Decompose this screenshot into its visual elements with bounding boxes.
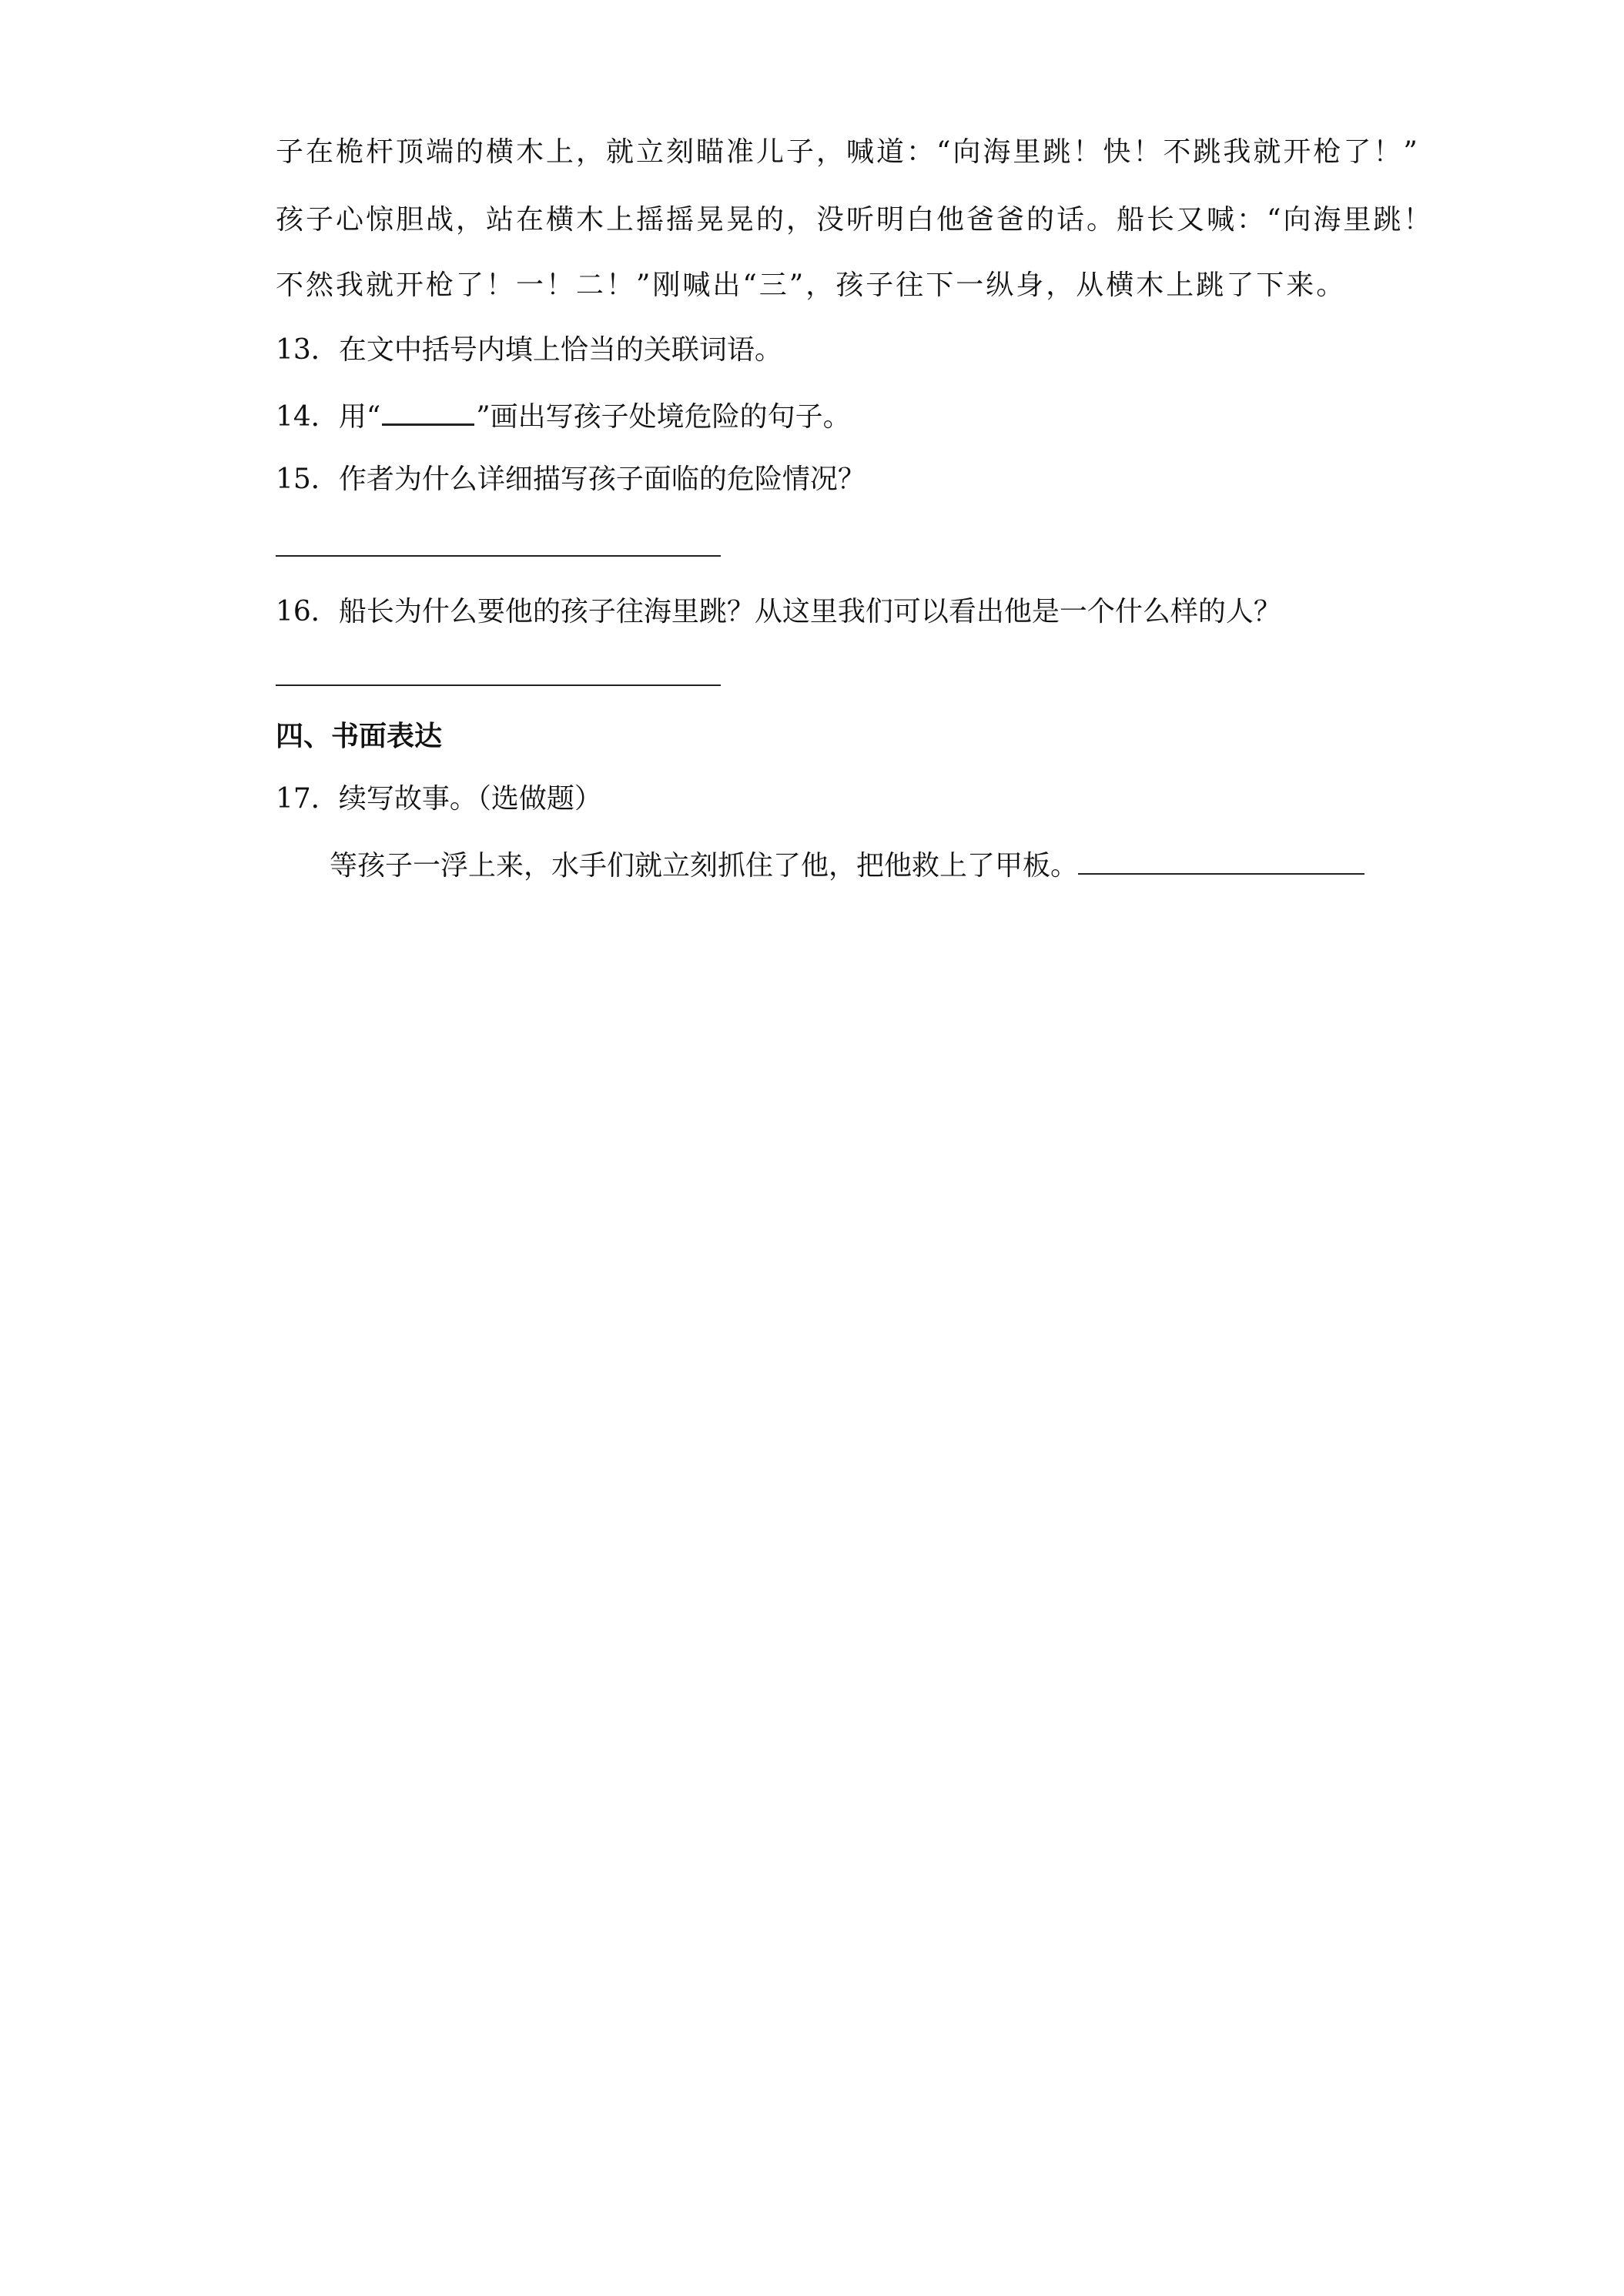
passage-line-1: 子在桅杆顶端的横木上，就立刻瞄准儿子，喊道：“向海里跳！快！不跳我就开枪了！” [276, 136, 1420, 168]
question-number: 15． [276, 464, 339, 495]
question-number: 16． [276, 596, 339, 628]
passage-line-3: 不然我就开枪了！一！二！”刚喊出“三”，孩子往下一纵身，从横木上跳了下来。 [276, 269, 1347, 301]
question-text-before: 用“ [338, 401, 381, 433]
question-17 [276, 782, 602, 816]
question-text: 作者为什么详细描写孩子面临的危险情况？ [338, 464, 866, 495]
question-text-after: ”画出写孩子处境危险的句子。 [476, 401, 851, 433]
section-heading: 四、书面表达 [276, 720, 443, 752]
question-text: 船长为什么要他的孩子往海里跳？从这里我们可以看出他是一个什么样的人？ [338, 596, 1281, 628]
question-text: 在文中括号内填上恰当的关联词语。 [338, 334, 782, 366]
question-17-prompt [330, 847, 1364, 883]
question-15 [276, 463, 866, 497]
answer-line-17[interactable] [1078, 847, 1364, 875]
answer-line-16[interactable] [276, 684, 721, 686]
question-number: 14． [276, 401, 339, 433]
question-14 [276, 397, 851, 434]
question-16 [276, 595, 1281, 629]
underline-sample [382, 397, 474, 426]
question-text: 续写故事。（选做题） [338, 783, 602, 815]
prompt-text: 等孩子一浮上来，水手们就立刻抓住了他，把他救上了甲板。 [330, 850, 1079, 882]
answer-line-15[interactable] [276, 555, 721, 557]
question-number: 17． [276, 783, 339, 815]
question-13 [276, 333, 782, 367]
question-number: 13． [276, 334, 339, 366]
passage-line-2: 孩子心惊胆战，站在横木上摇摇晃晃的，没听明白他爸爸的话。船长又喊：“向海里跳！ [276, 204, 1434, 236]
